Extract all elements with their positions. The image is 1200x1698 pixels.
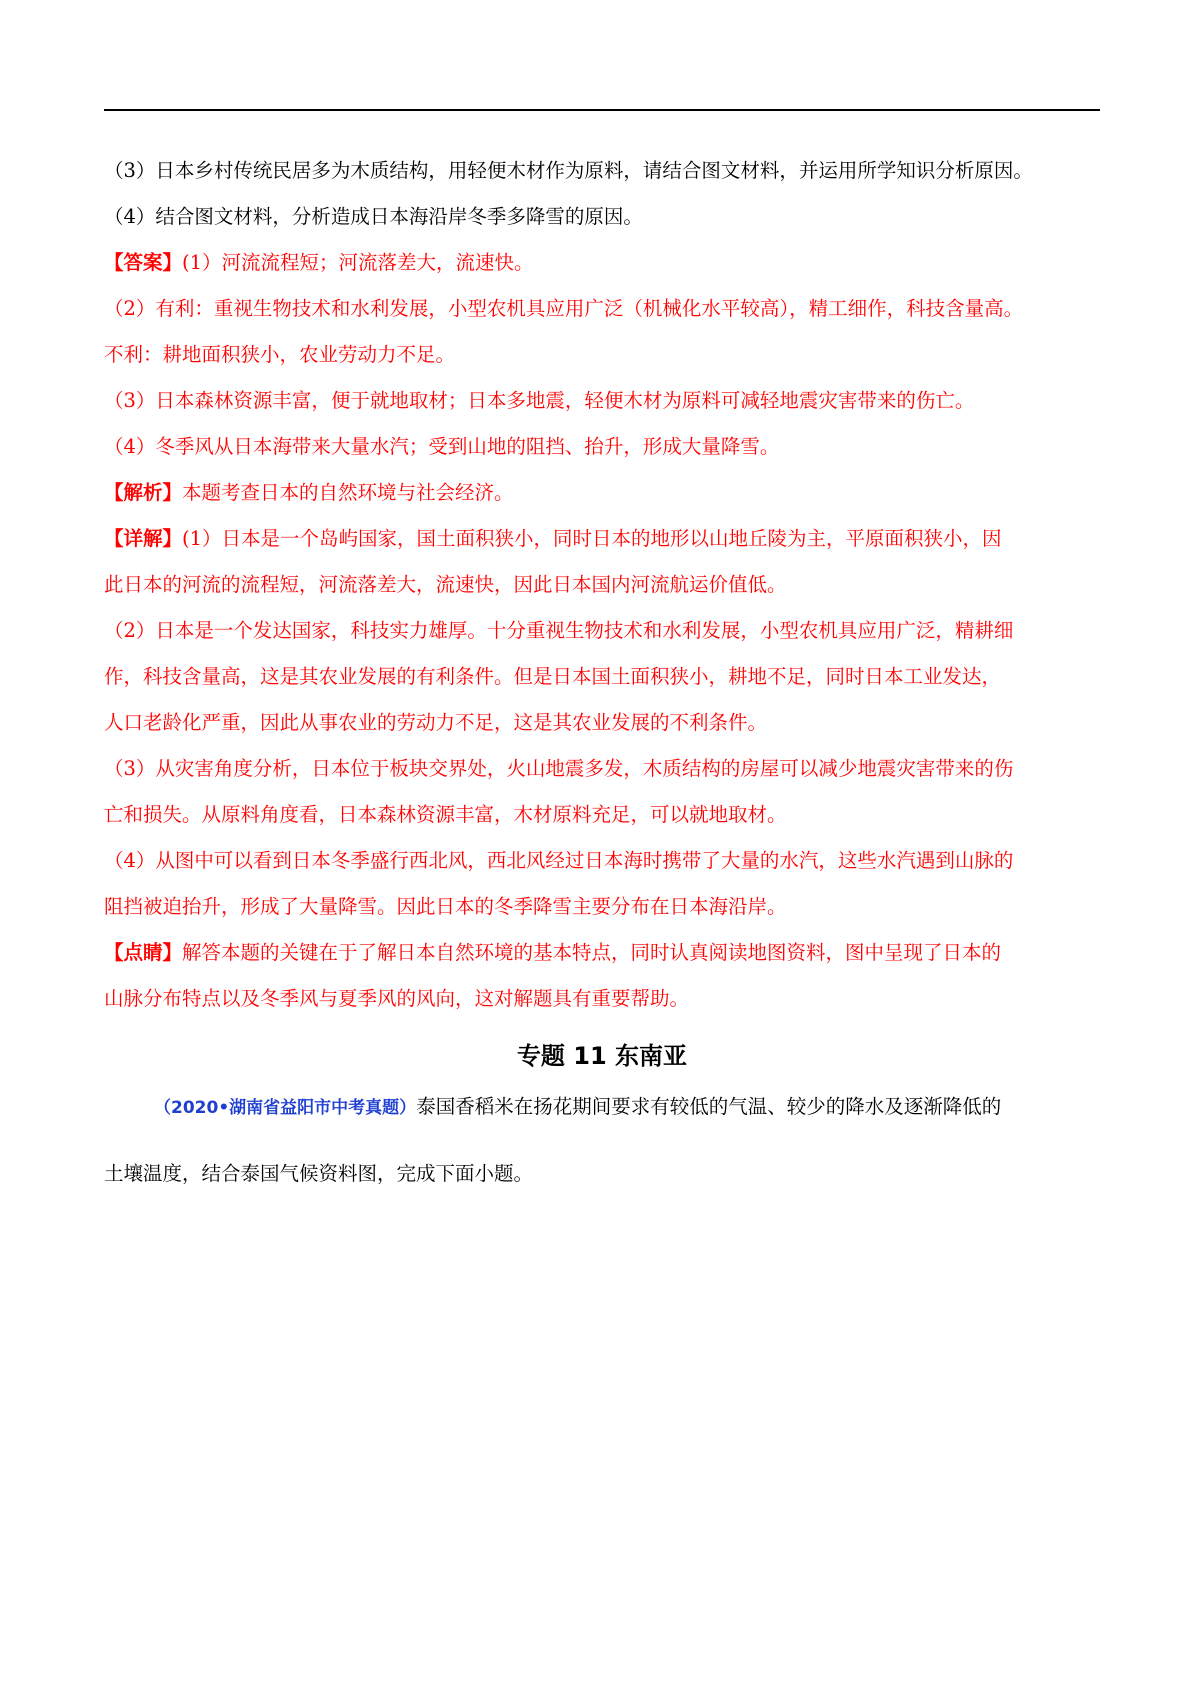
detail-label: 【详解】 — [104, 527, 183, 550]
detail-4-line-2: 阻挡被迫抬升，形成了大量降雪。因此日本的冬季降雪主要分布在日本海沿岸。 — [104, 895, 787, 918]
new-question-text: 泰国香稻米在扬花期间要求有较低的气温、较少的降水及逐渐降低的 — [416, 1095, 1002, 1118]
document-body — [104, 148, 1100, 1197]
answer-4: （4）冬季风从日本海带来大量水汽；受到山地的阻挡、抬升，形成大量降雪。 — [104, 435, 780, 458]
new-question-line-2: 土壤温度，结合泰国气候资料图，完成下面小题。 — [104, 1161, 534, 1185]
detail-1-line-1 — [104, 516, 1100, 562]
tip-line-2: 山脉分布特点以及冬季风与夏季风的风向，这对解题具有重要帮助。 — [104, 987, 690, 1010]
detail-2-line-1: （2）日本是一个发达国家，科技实力雄厚。十分重视生物技术和水利发展，小型农机具应用广泛，精耕细 — [104, 619, 1014, 642]
header-rule — [104, 109, 1100, 111]
answer-1 — [104, 240, 1100, 286]
tip-label: 【点睛】 — [104, 941, 183, 964]
detail-2-line-2: 作，科技含量高，这是其农业发展的有利条件。但是日本国土面积狭小，耕地不足，同时日本工业发达， — [104, 665, 1002, 688]
tip-line-1 — [104, 930, 1100, 976]
answer-2-line-1: （2）有利：重视生物技术和水利发展，小型农机具应用广泛（机械化水平较高），精工细作，科技含量高。 — [104, 297, 1024, 320]
detail-4-line-1: （4）从图中可以看到日本冬季盛行西北风，西北风经过日本海时携带了大量的水汽，这些水汽遇到山脉的 — [104, 849, 1014, 872]
answer-2-line-2: 不利：耕地面积狭小，农业劳动力不足。 — [104, 343, 456, 366]
question-4: （4）结合图文材料，分析造成日本海沿岸冬季多降雪的原因。 — [104, 205, 643, 228]
answer-3: （3）日本森林资源丰富，便于就地取材；日本多地震，轻便木材为原料可减轻地震灾害带来的伤亡。 — [104, 389, 975, 412]
detail-3-line-2: 亡和损失。从原料角度看，日本森林资源丰富，木材原料充足，可以就地取材。 — [104, 803, 787, 826]
detail-1-text: (1）日本是一个岛屿国家，国土面积狭小，同时日本的地形以山地丘陵为主，平原面积狭小，因 — [182, 527, 1002, 550]
section-title: 专题 11 东南亚 — [516, 1042, 688, 1070]
detail-3-line-1: （3）从灾害角度分析，日本位于板块交界处，火山地震多发，木质结构的房屋可以减少地震灾害带来的伤 — [104, 757, 1014, 780]
question-3: （3）日本乡村传统民居多为木质结构，用轻便木材作为原料，请结合图文材料，并运用所学知识分析原因。 — [104, 159, 1033, 182]
question-source: （2020•湖南省益阳市中考真题） — [154, 1098, 417, 1118]
detail-1-line-2: 此日本的河流的流程短，河流落差大，流速快，因此日本国内河流航运价值低。 — [104, 573, 787, 596]
answer-1-text: (1）河流流程短；河流落差大，流速快。 — [182, 251, 534, 274]
analysis-label: 【解析】 — [104, 481, 183, 504]
new-question-line-1 — [104, 1084, 1100, 1131]
tip-text: 解答本题的关键在于了解日本自然环境的基本特点，同时认真阅读地图资料，图中呈现了日本的 — [182, 941, 1002, 964]
detail-2-line-3: 人口老龄化严重，因此从事农业的劳动力不足，这是其农业发展的不利条件。 — [104, 711, 768, 734]
analysis-text: 本题考查日本的自然环境与社会经济。 — [182, 481, 514, 504]
answer-label: 【答案】 — [104, 251, 183, 274]
analysis — [104, 470, 1100, 516]
